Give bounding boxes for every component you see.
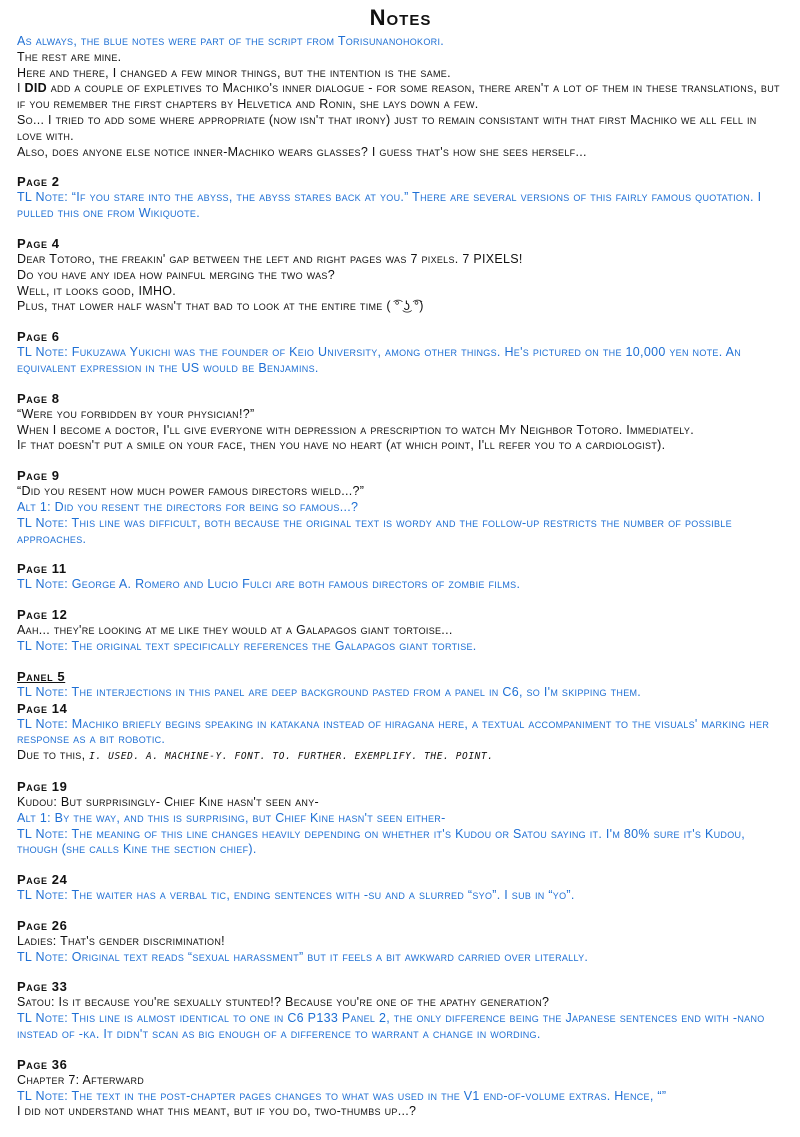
emphasis-text: DID [24, 81, 47, 96]
note-line: Here and there, I changed a few minor things, but the intention is the same. [17, 65, 451, 80]
note-line: I did not understand what this meant, but if you do, two-thumbs up...? [17, 1104, 417, 1119]
note-line [17, 81, 784, 113]
section-heading: Page 6 [17, 329, 60, 345]
note-line: The rest are mine. [17, 49, 122, 64]
line-text: Due to this, [17, 748, 90, 763]
note-section [17, 329, 784, 377]
tl-note-line: TL Note: The waiter has a verbal tic, ending sentences with -su and a slurred “syo”. I sub in “yo”. [17, 888, 575, 903]
section-heading: Page 24 [17, 872, 68, 888]
note-line: “Were you forbidden by your physician!?” [17, 406, 255, 421]
note-line: When I become a doctor, I'll give everyone with depression a prescription to watch My Neighbor Totoro. Immediately. [17, 422, 694, 437]
section-heading: Page 2 [17, 174, 60, 190]
page-title: Notes [369, 5, 432, 30]
tl-note-line: TL Note: The interjections in this panel are deep background pasted from a panel in C6, so I'm skipping them. [17, 684, 642, 699]
note-line: Well, it looks good, IMHO. [17, 283, 177, 298]
note-section [17, 872, 784, 904]
note-section [17, 607, 784, 655]
section-heading: Page 4 [17, 235, 60, 251]
note-line [17, 748, 784, 765]
note-line: Ladies: That's gender discrimination! [17, 933, 225, 948]
section-heading: Page 26 [17, 917, 68, 933]
note-line: Satou: Is it because you're sexually stunted!? Because you're one of the apathy generation? [17, 995, 550, 1010]
tl-note-line: TL Note: This line was difficult, both because the original text is wordy and the follow-up restricts the number of possible approaches. [17, 515, 732, 546]
note-line: Kudou: But surprisingly- Chief Kine hasn't seen any- [17, 794, 319, 809]
tl-note-line: TL Note: This line is almost identical to one in C6 P133 Panel 2, the only difference being the Japanese sentences end with -nano instead of -ka. It didn't scan as big enough of a difference to warrant a change in wording. [17, 1011, 765, 1042]
section-heading: Page 19 [17, 778, 68, 794]
note-section [17, 701, 784, 765]
tl-note-line: TL Note: George A. Romero and Lucio Fulci are both famous directors of zombie films. [17, 577, 521, 592]
note-line: “Did you resent how much power famous directors wield...?” [17, 484, 365, 499]
note-section [17, 174, 784, 222]
tl-note-line: Alt 1: Did you resent the directors for being so famous...? [17, 499, 359, 514]
tl-note-line: Alt 1: By the way, and this is surprising, but Chief Kine hasn't seen either- [17, 810, 446, 825]
tl-note-line: TL Note: The meaning of this line changes heavily depending on whether it's Kudou or Satou saying it. I'm 80% sure it's Kudou, though (she calls Kine the section chief). [17, 826, 746, 857]
note-line: If that doesn't put a smile on your face, then you have no heart (at which point, I'll refer you to a cardiologist). [17, 438, 666, 453]
note-line: Plus, that lower half wasn't that bad to look at the entire time ( ͡° ͜ʖ ͡°) [17, 299, 424, 314]
note-section [17, 979, 784, 1042]
note-section [17, 236, 784, 315]
note-section [17, 918, 784, 966]
note-section [17, 391, 784, 454]
section-heading: Page 11 [17, 561, 67, 577]
note-line: Also, does anyone else notice inner-Machiko wears glasses? I guess that's how she sees herself... [17, 144, 587, 159]
section-heading: Page 33 [17, 979, 68, 995]
note-line: Dear Totoro, the freakin' gap between the left and right pages was 7 pixels. 7 PIXELS! [17, 251, 523, 266]
section-heading: Page 8 [17, 390, 60, 406]
section-heading: Panel 5 [17, 668, 66, 684]
section-heading: Page 12 [17, 607, 68, 623]
line-text: I [17, 81, 25, 96]
note-line: Do you have any idea how painful merging the two was? [17, 267, 335, 282]
tl-note-line: TL Note: Original text reads “sexual harassment” but it feels a bit awkward carried over literally. [17, 949, 589, 964]
tl-note-line: TL Note: The text in the post-chapter pages changes to what was used in the V1 end-of-volume extras. Hence, “” [17, 1088, 667, 1103]
section-heading: Page 36 [17, 1056, 68, 1072]
note-line: Aah... they're looking at me like they would at a Galapagos giant tortoise... [17, 623, 453, 638]
note-line: Chapter 7: Afterward [17, 1072, 145, 1087]
line-text: add a couple of expletives to Machiko's inner dialogue - for some reason, there aren't a lot of them in these translations, but if you remember the first chapters by Helvetica and Ronin, she lays down a few. [17, 81, 780, 112]
tl-note-line: TL Note: Machiko briefly begins speaking in katakana instead of hiragana here, a textual accompaniment to the visuals' marking her response as a bit robotic. [17, 716, 770, 747]
tl-note-line: TL Note: The original text specifically references the Galapagos giant tortise. [17, 638, 477, 653]
note-section [17, 561, 784, 593]
section-heading: Page 14 [17, 700, 68, 716]
tl-note-line: TL Note: Fukuzawa Yukichi was the founder of Keio University, among other things. He's pictured on the 10,000 yen note. An equivalent expression in the US would be Benjamins. [17, 345, 742, 375]
tl-note-line: TL Note: “If you stare into the abyss, the abyss stares back at you.” There are several versions of this fairly famous quotation. I pulled this one from Wikiquote. [17, 190, 762, 221]
tl-note-line: As always, the blue notes were part of the script from Torisunanohokori. [17, 34, 445, 48]
note-section [17, 669, 784, 701]
intro-block [17, 34, 784, 160]
note-section [17, 468, 784, 547]
note-line: So... I tried to add some where appropriate (now isn't that irony) just to remain consistant with that first Machiko we all fell in love with. [17, 112, 757, 143]
machine-font-text: I. USED. A. MACHINE-Y. FONT. TO. FURTHER. EXEMPLIFY. THE. POINT. [89, 751, 494, 763]
section-heading: Page 9 [17, 468, 60, 484]
note-section [17, 779, 784, 858]
note-section [17, 1057, 784, 1120]
sections-block [17, 174, 784, 1120]
